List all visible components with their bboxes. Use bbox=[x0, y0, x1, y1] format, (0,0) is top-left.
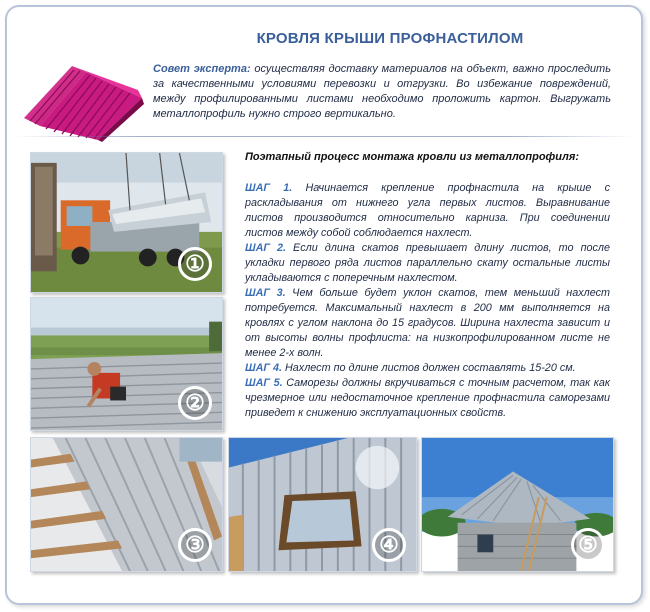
step-label: ШАГ 2. bbox=[245, 242, 287, 254]
step-1 bbox=[245, 181, 610, 241]
step-text: Чем больше будет уклон скатов, тем меньший нахлест потребуется. Максимальный нахлест в 200 мм выполняется на кровлях с углом наклона до 15 градусов. Ширина нахлеста зависит и от высоты волны профлиста: на низкопрофилированном листе не менее 2-х волн. bbox=[245, 287, 610, 359]
photo-worker-on-roof bbox=[30, 297, 223, 431]
step-badge-5: ⑤ bbox=[571, 528, 605, 562]
photo-finished-house bbox=[421, 437, 614, 572]
step-text: Начинается крепление профнастила на крыше с раскладывания от нижнего угла первых листов. Выравнивание листов производится относительно карниза. При соединении листов между собой соблюдается нахлест. bbox=[245, 182, 610, 239]
step-badge-4: ④ bbox=[372, 528, 406, 562]
step-badge-3: ③ bbox=[178, 528, 212, 562]
step-label: ШАГ 4. bbox=[245, 362, 282, 374]
step-text: Нахлест по длине листов должен составлять 15-20 см. bbox=[282, 362, 576, 374]
step-label: ШАГ 3. bbox=[245, 287, 286, 299]
step-label: ШАГ 1. bbox=[245, 182, 293, 194]
steps-heading: Поэтапный процесс монтажа кровли из металлопрофиля: bbox=[245, 151, 579, 163]
page-title: КРОВЛЯ КРЫШИ ПРОФНАСТИЛОМ bbox=[256, 30, 524, 47]
expert-tip-lead: Совет эксперта: bbox=[153, 63, 251, 75]
step-4 bbox=[245, 361, 610, 376]
step-label: ШАГ 5. bbox=[245, 377, 283, 389]
step-5 bbox=[245, 376, 610, 421]
expert-tip-text: осуществляя доставку материалов на объект, важно проследить за качественными условиями перевозки и отгрузки. Во избежание повреждений, между профилированными листами необходимо проложить картон. Выгружать металлопрофиль нужно строго вертикально. bbox=[153, 63, 611, 120]
step-badge-1: ① bbox=[178, 247, 212, 281]
profiled-roof-illustration bbox=[22, 60, 146, 142]
photo-truck-unloading bbox=[30, 152, 223, 293]
steps-list bbox=[245, 181, 610, 421]
section-divider bbox=[14, 136, 634, 137]
step-text: Саморезы должны вкручиваться с точным расчетом, так как чрезмерное или недостаточное крепление профнастила саморезами приведет к снижению эксплуатационных свойств. bbox=[245, 377, 611, 419]
step-3 bbox=[245, 286, 610, 361]
expert-tip bbox=[153, 62, 611, 122]
step-2 bbox=[245, 241, 610, 286]
step-badge-2: ② bbox=[178, 386, 212, 420]
photo-roof-window bbox=[228, 437, 417, 572]
photo-sheets-on-battens bbox=[30, 437, 223, 572]
step-text: Если длина скатов превышает длину листов, то после укладки первого ряда листов параллельно скату остальные листы укладываются с поперечным нахлестом. bbox=[245, 242, 611, 284]
